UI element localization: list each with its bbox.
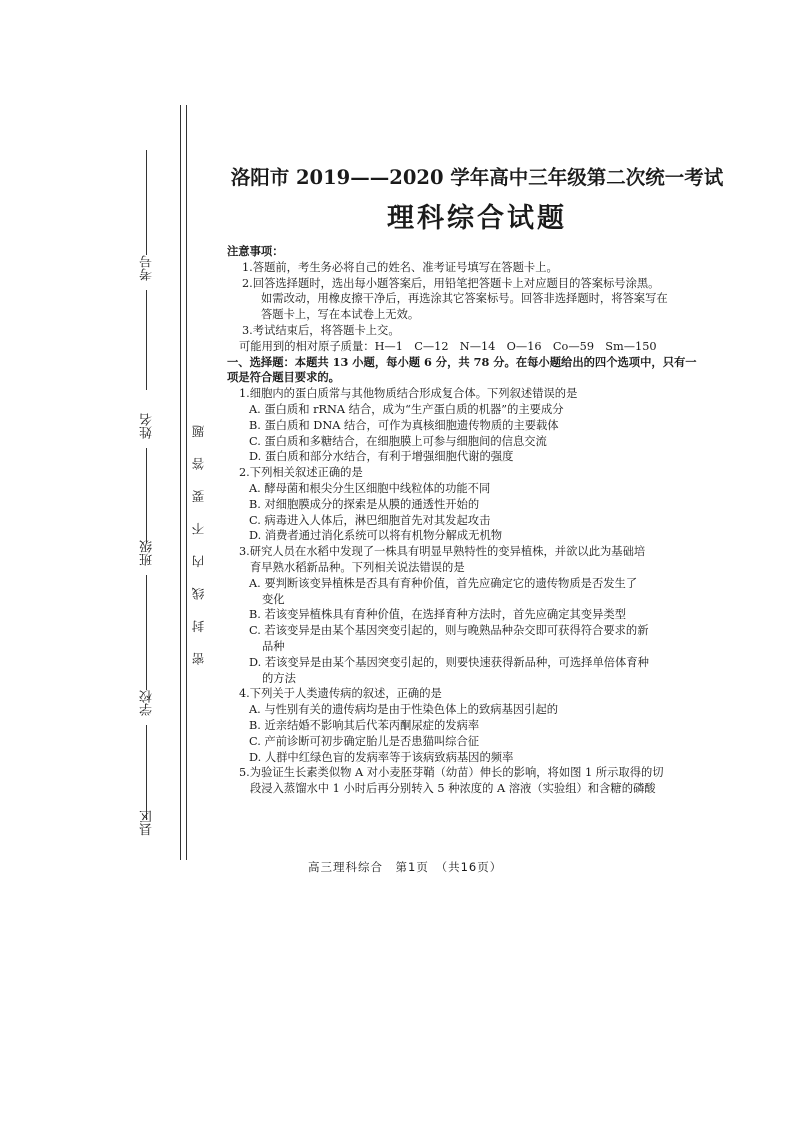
question-3-stem: 3.研究人员在水稻中发现了一株具有明显早熟特性的变异植株，并欲以此为基础培 bbox=[239, 545, 646, 559]
question-1-stem: 1.细胞内的蛋白质常与其他物质结合形成复合体。下列叙述错误的是 bbox=[239, 387, 578, 401]
question-2-option-d: D. 消费者通过消化系统可以将有机物分解成无机物 bbox=[249, 529, 503, 543]
question-5-stem-cont: 段浸入蒸馏水中 1 小时后再分别转入 5 种浓度的 A 溶液（实验组）和含糖的磷酸 bbox=[250, 782, 656, 796]
question-3-option-c-cont: 品种 bbox=[262, 639, 285, 653]
binding-line-outer bbox=[180, 105, 181, 860]
question-1-option-d: D. 蛋白质和部分水结合，有利于增强细胞代谢的强度 bbox=[249, 450, 514, 464]
question-4-stem: 4.下列关于人类遗传病的叙述，正确的是 bbox=[239, 687, 442, 701]
question-3-stem-cont: 育早熟水稻新品种。下列相关说法错误的是 bbox=[250, 560, 465, 574]
notice-heading: 注意事项： bbox=[227, 244, 284, 258]
question-4-option-c: C. 产前诊断可初步确定胎儿是否患猫叫综合征 bbox=[249, 734, 480, 748]
exam-body bbox=[227, 244, 727, 797]
question-5-stem: 5.为验证生长素类似物 A 对小麦胚芽鞘（幼苗）伸长的影响，将如图 1 所示取得的切 bbox=[239, 766, 664, 780]
question-2-option-a: A. 酵母菌和根尖分生区细胞中线粒体的功能不同 bbox=[249, 481, 491, 495]
section-heading: 一、选择题：本题共 13 小题，每小题 6 分，共 78 分。在每小题给出的四个选项中，只有一 bbox=[227, 354, 697, 369]
question-3-option-d: D. 若该变异是由某个基因突变引起的，则要快速获得新品种，可选择单倍体育种 bbox=[249, 655, 649, 669]
binding-line-inner bbox=[186, 105, 187, 860]
question-2-option-b: B. 对细胞膜成分的探索是从膜的通透性开始的 bbox=[249, 497, 480, 511]
question-1-option-b: B. 蛋白质和 DNA 结合，可作为真核细胞遗传物质的主要载体 bbox=[249, 418, 559, 432]
notice-item-3: 3.考试结束后，将答题卡上交。 bbox=[242, 323, 400, 337]
exam-subtitle: 理科综合试题 bbox=[387, 203, 567, 234]
exam-title: 洛阳市 2019——2020 学年高中三年级第二次统一考试 bbox=[230, 166, 724, 189]
question-4-option-b: B. 近亲结婚不影响其后代苯丙酮尿症的发病率 bbox=[249, 718, 480, 732]
school-underline bbox=[146, 725, 147, 820]
question-3-option-c: C. 若该变异是由某个基因突变引起的，则与晚熟品种杂交即可获得符合要求的新 bbox=[249, 624, 649, 638]
exam-number-underline-2 bbox=[146, 290, 147, 390]
page-footer: 高三理科综合 第1页 （共16页） bbox=[308, 860, 503, 874]
notice-item-1: 1.答题前，考生务必将自己的姓名、准考证号填写在答题卡上。 bbox=[242, 260, 558, 274]
notice-item-2-cont-2: 答题卡上，写在本试卷上无效。 bbox=[261, 308, 420, 322]
county-label: 县区 bbox=[140, 810, 155, 836]
name-underline bbox=[146, 448, 147, 543]
section-heading-cont: 项是符合题目要求的。 bbox=[227, 370, 340, 385]
exam-number-underline bbox=[146, 150, 147, 255]
question-2-stem: 2.下列相关叙述正确的是 bbox=[239, 466, 363, 480]
atomic-masses: 可能用到的相对原子质量：H—1 C—12 N—14 O—16 Co—59 Sm—150 bbox=[239, 339, 657, 353]
school-label: 学校 bbox=[140, 690, 155, 716]
question-4-option-a: A. 与性别有关的遗传病均是由于性染色体上的致病基因引起的 bbox=[249, 703, 559, 717]
class-underline bbox=[146, 575, 147, 690]
question-3-option-d-cont: 的方法 bbox=[262, 671, 296, 685]
notice-item-2-cont: 如需改动，用橡皮擦干净后，再选涂其它答案标号。回答非选择题时，将答案写在 bbox=[261, 292, 668, 306]
question-3-option-a-cont: 变化 bbox=[262, 592, 285, 606]
question-3-option-b: B. 若该变异植株具有育种价值，在选择育种方法时，首先应确定其变异类型 bbox=[249, 608, 626, 622]
name-label: 姓名 bbox=[140, 413, 155, 439]
exam-number-label: 考号 bbox=[140, 255, 155, 281]
question-4-option-d: D. 人群中红绿色盲的发病率等于该病致病基因的频率 bbox=[249, 750, 514, 764]
question-3-option-a: A. 要判断该变异植株是否具有育种价值，首先应确定它的遗传物质是否发生了 bbox=[249, 576, 638, 590]
question-2-option-c: C. 病毒进入人体后，淋巴细胞首先对其发起攻击 bbox=[249, 513, 491, 527]
notice-item-2: 2.回答选择题时，选出每小题答案后，用铅笔把答题卡上对应题目的答案标号涂黑。 bbox=[242, 276, 660, 290]
question-1-option-c: C. 蛋白质和多糖结合，在细胞膜上可参与细胞间的信息交流 bbox=[249, 434, 547, 448]
class-label: 班级 bbox=[140, 540, 155, 566]
seal-line-notice: 密封线内不要答题 bbox=[191, 405, 206, 665]
question-1-option-a: A. 蛋白质和 rRNA 结合，成为“生产蛋白质的机器”的主要成分 bbox=[249, 402, 564, 416]
